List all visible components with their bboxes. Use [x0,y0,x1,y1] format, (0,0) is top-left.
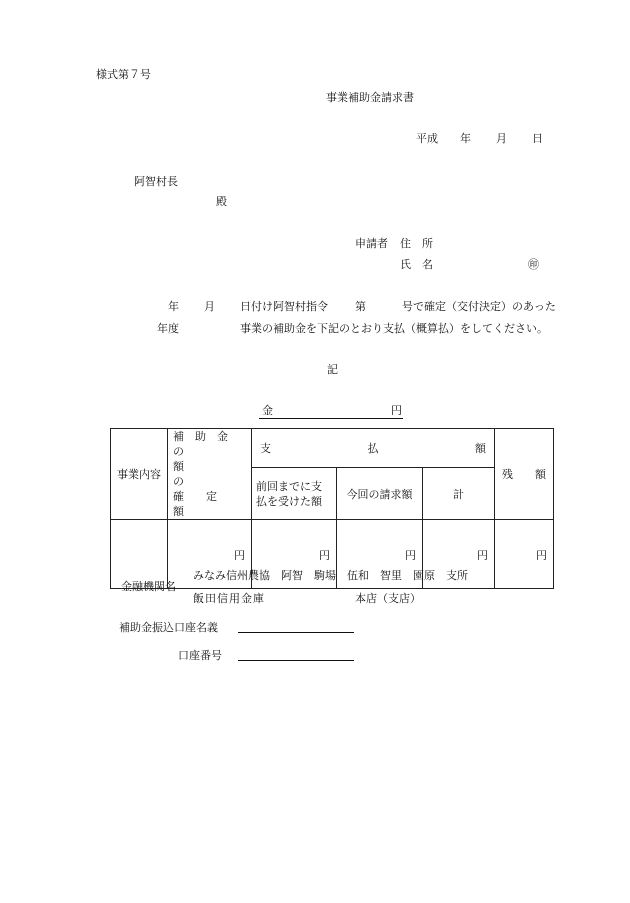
header-payment [252,429,495,468]
body-directive: 日付け阿智村指令 [240,300,328,313]
addressee-honorific: 殿 [216,195,227,208]
header-prev-paid: 前回までに支払を受けた額 [252,468,337,520]
account-name-label: 補助金振込口座名義 [119,621,218,634]
date-month: 月 [496,132,507,145]
body-nendo: 年度 [157,322,179,335]
body-dai: 第 [355,300,366,313]
payment-left: 支 [260,442,271,456]
header-subsidy [168,429,252,520]
bank-line-1: みなみ信州農協 阿智 駒場 伍和 智里 園原 支所 [193,569,468,582]
body-year: 年 [168,300,179,313]
header-balance: 残 額 [495,429,554,520]
date-era: 平成 [416,132,438,145]
subsidy-line-3: 確 定 額 [173,490,239,518]
form-number: 様式第７号 [96,68,151,81]
account-name-line [238,632,354,633]
subsidy-table [110,428,554,589]
bank-name: 飯田信用金庫 [193,592,265,605]
seal-mark: ㊞ [528,258,539,271]
cell-total-yen: 円 [423,520,495,589]
account-number-label: 口座番号 [178,649,222,662]
name-label: 氏 名 [400,258,433,271]
cell-current-yen: 円 [337,520,423,589]
subsidy-line-2: 額 の [173,460,239,488]
date-day: 日 [532,132,543,145]
cell-project [111,520,168,589]
cell-balance-yen: 円 [495,520,554,589]
header-total: 計 [423,468,495,520]
amount-underline [259,418,403,419]
ki-heading: 記 [327,363,338,376]
document-title: 事業補助金請求書 [326,91,414,104]
cell-prev-yen: 円 [252,520,337,589]
subsidy-line-1: 補 助 金 の [173,430,239,458]
account-number-line [238,660,354,661]
body-request: 事業の補助金を下記のとおり支払（概算払）をしてください。 [240,322,548,335]
bank-branch: 本店（支店） [355,592,421,605]
bank-label: 金融機関名 [121,580,176,593]
header-current: 今回の請求額 [337,468,423,520]
date-year: 年 [460,132,471,145]
header-project: 事業内容 [111,429,168,520]
addressee-name: 阿智村長 [134,175,178,188]
amount-kin: 金 [262,404,273,417]
address-label: 住 所 [400,237,433,250]
payment-right: 額 [475,442,487,456]
body-confirmed: 号で確定（交付決定）のあった [402,300,556,313]
payment-mid: 払 [367,442,379,456]
body-month: 月 [204,300,215,313]
cell-subsidy-yen: 円 [168,520,252,589]
applicant-label: 申請者 [355,237,388,250]
amount-yen: 円 [391,404,402,417]
